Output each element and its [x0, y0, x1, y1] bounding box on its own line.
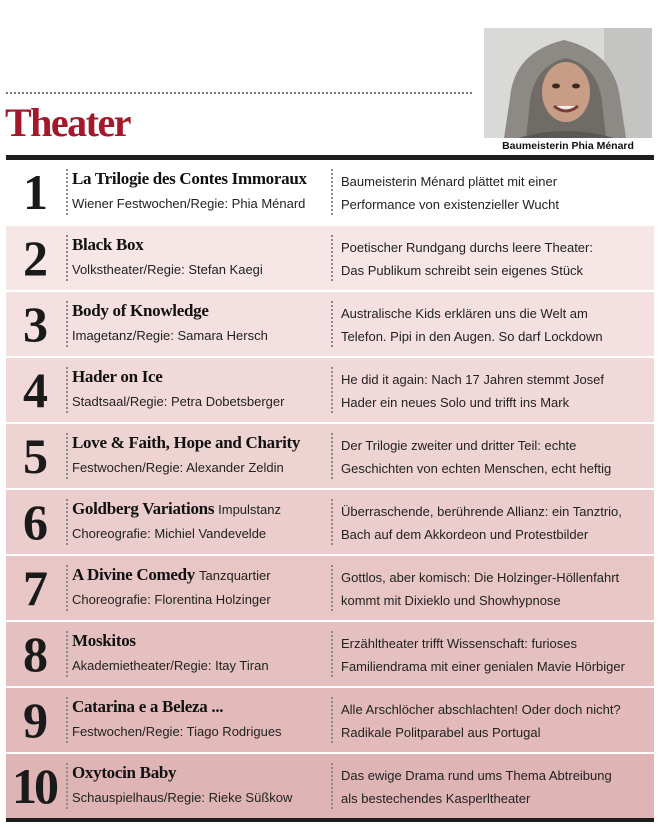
rank-number: 9 — [23, 692, 45, 748]
play-description — [341, 698, 651, 744]
play-credits: Festwochen/Regie: Tiago Rodrigues — [72, 724, 282, 739]
description-line: Das Publikum schreibt sein eigenes Stück — [341, 263, 584, 278]
play-description — [341, 170, 651, 216]
rank-number: 8 — [23, 626, 45, 682]
play-description — [341, 302, 651, 348]
play-description — [341, 236, 651, 282]
column-divider — [66, 697, 68, 743]
rank-number: 6 — [23, 494, 45, 550]
play-credits: Choreografie: Florentina Holzinger — [72, 592, 271, 607]
description-line: Geschichten von echten Menschen, echt heftig — [341, 461, 612, 476]
list-item — [6, 754, 654, 820]
rank-number: 2 — [23, 230, 45, 286]
play-description — [341, 764, 651, 810]
section-heading: Theater — [5, 100, 131, 145]
play-description — [341, 632, 651, 678]
play-credits: Wiener Festwochen/Regie: Phia Ménard — [72, 196, 306, 211]
column-divider — [66, 301, 68, 347]
column-divider — [331, 697, 333, 743]
description-line: Hader ein neues Solo und trifft ins Mark — [341, 395, 570, 410]
play-title: Moskitos — [72, 631, 136, 650]
play-title: Catarina e a Beleza ... — [72, 697, 224, 716]
play-title: Body of Knowledge — [72, 301, 209, 320]
description-line: als bestechendes Kasperltheater — [341, 791, 531, 806]
list-item — [6, 358, 654, 424]
description-line: Bach auf dem Akkordeon und Protestbilder — [341, 527, 589, 542]
play-description — [341, 500, 651, 546]
play-description — [341, 566, 651, 612]
play-title: Black Box — [72, 235, 144, 254]
play-credits: Volkstheater/Regie: Stefan Kaegi — [72, 262, 263, 277]
description-line: Poetischer Rundgang durchs leere Theater: — [341, 240, 593, 255]
play-title: A Divine Comedy — [72, 565, 196, 584]
rank-number: 10 — [12, 758, 56, 814]
description-line: Telefon. Pipi in den Augen. So darf Lockdown — [341, 329, 603, 344]
bottom-rule — [6, 818, 654, 822]
column-divider — [66, 565, 68, 611]
column-divider — [66, 433, 68, 479]
description-line: Das ewige Drama rund ums Thema Abtreibung — [341, 768, 612, 783]
play-credits: Schauspielhaus/Regie: Rieke Süßkow — [72, 790, 293, 805]
rank-number: 7 — [23, 560, 45, 616]
list-item — [6, 292, 654, 358]
column-divider — [331, 433, 333, 479]
play-title: Oxytocin Baby — [72, 763, 177, 782]
list-item — [6, 556, 654, 622]
play-credits: Choreografie: Michiel Vandevelde — [72, 526, 267, 541]
rank-number: 1 — [23, 164, 45, 220]
column-divider — [331, 301, 333, 347]
dotted-rule — [6, 92, 472, 94]
rank-number: 4 — [23, 362, 45, 418]
list-item — [6, 490, 654, 556]
column-divider — [331, 763, 333, 809]
description-line: kommt mit Dixieklo und Showhypnose — [341, 593, 561, 608]
list-item — [6, 226, 654, 292]
ranking-list — [6, 160, 654, 818]
description-line: Gottlos, aber komisch: Die Holzinger-Höllenfahrt — [341, 570, 620, 585]
description-line: Radikale Politparabel aus Portugal — [341, 725, 541, 740]
portrait-illustration — [484, 28, 652, 138]
column-divider — [66, 169, 68, 215]
list-item — [6, 160, 654, 226]
description-line: Baumeisterin Ménard plättet mit einer — [341, 174, 558, 189]
play-credits: Festwochen/Regie: Alexander Zeldin — [72, 460, 284, 475]
column-divider — [66, 763, 68, 809]
play-description — [341, 368, 651, 414]
column-divider — [331, 169, 333, 215]
play-title: Love & Faith, Hope and Charity — [72, 433, 301, 452]
description-line: Alle Arschlöcher abschlachten! Oder doch nicht? — [341, 702, 621, 717]
title-suffix: Tanzquartier — [199, 568, 271, 583]
portrait-photo — [484, 28, 652, 138]
list-item — [6, 424, 654, 490]
column-divider — [66, 631, 68, 677]
description-line: He did it again: Nach 17 Jahren stemmt Josef — [341, 372, 605, 387]
play-credits: Akademietheater/Regie: Itay Tiran — [72, 658, 269, 673]
column-divider — [331, 565, 333, 611]
list-item — [6, 688, 654, 754]
play-title: La Trilogie des Contes Immoraux — [72, 169, 307, 188]
description-line: Der Trilogie zweiter und dritter Teil: echte — [341, 438, 577, 453]
title-suffix: Impulstanz — [218, 502, 282, 517]
play-credits: Imagetanz/Regie: Samara Hersch — [72, 328, 268, 343]
play-title: Hader on Ice — [72, 367, 163, 386]
photo-caption: Baumeisterin Phia Ménard — [502, 140, 634, 152]
rank-number: 3 — [23, 296, 45, 352]
column-divider — [331, 235, 333, 281]
description-line: Erzähltheater trifft Wissenschaft: furioses — [341, 636, 578, 651]
column-divider — [331, 367, 333, 413]
description-line: Überraschende, berührende Allianz: ein Tanztrio, — [341, 504, 622, 519]
play-title: Goldberg Variations — [72, 499, 215, 518]
description-line: Familiendrama mit einer genialen Mavie Hörbiger — [341, 659, 625, 674]
description-line: Australische Kids erklären uns die Welt am — [341, 306, 588, 321]
rank-number: 5 — [23, 428, 45, 484]
column-divider — [66, 367, 68, 413]
description-line: Performance von existenzieller Wucht — [341, 197, 559, 212]
play-credits: Stadtsaal/Regie: Petra Dobetsberger — [72, 394, 285, 409]
list-item — [6, 622, 654, 688]
column-divider — [66, 235, 68, 281]
column-divider — [66, 499, 68, 545]
play-description — [341, 434, 651, 480]
column-divider — [331, 499, 333, 545]
column-divider — [331, 631, 333, 677]
